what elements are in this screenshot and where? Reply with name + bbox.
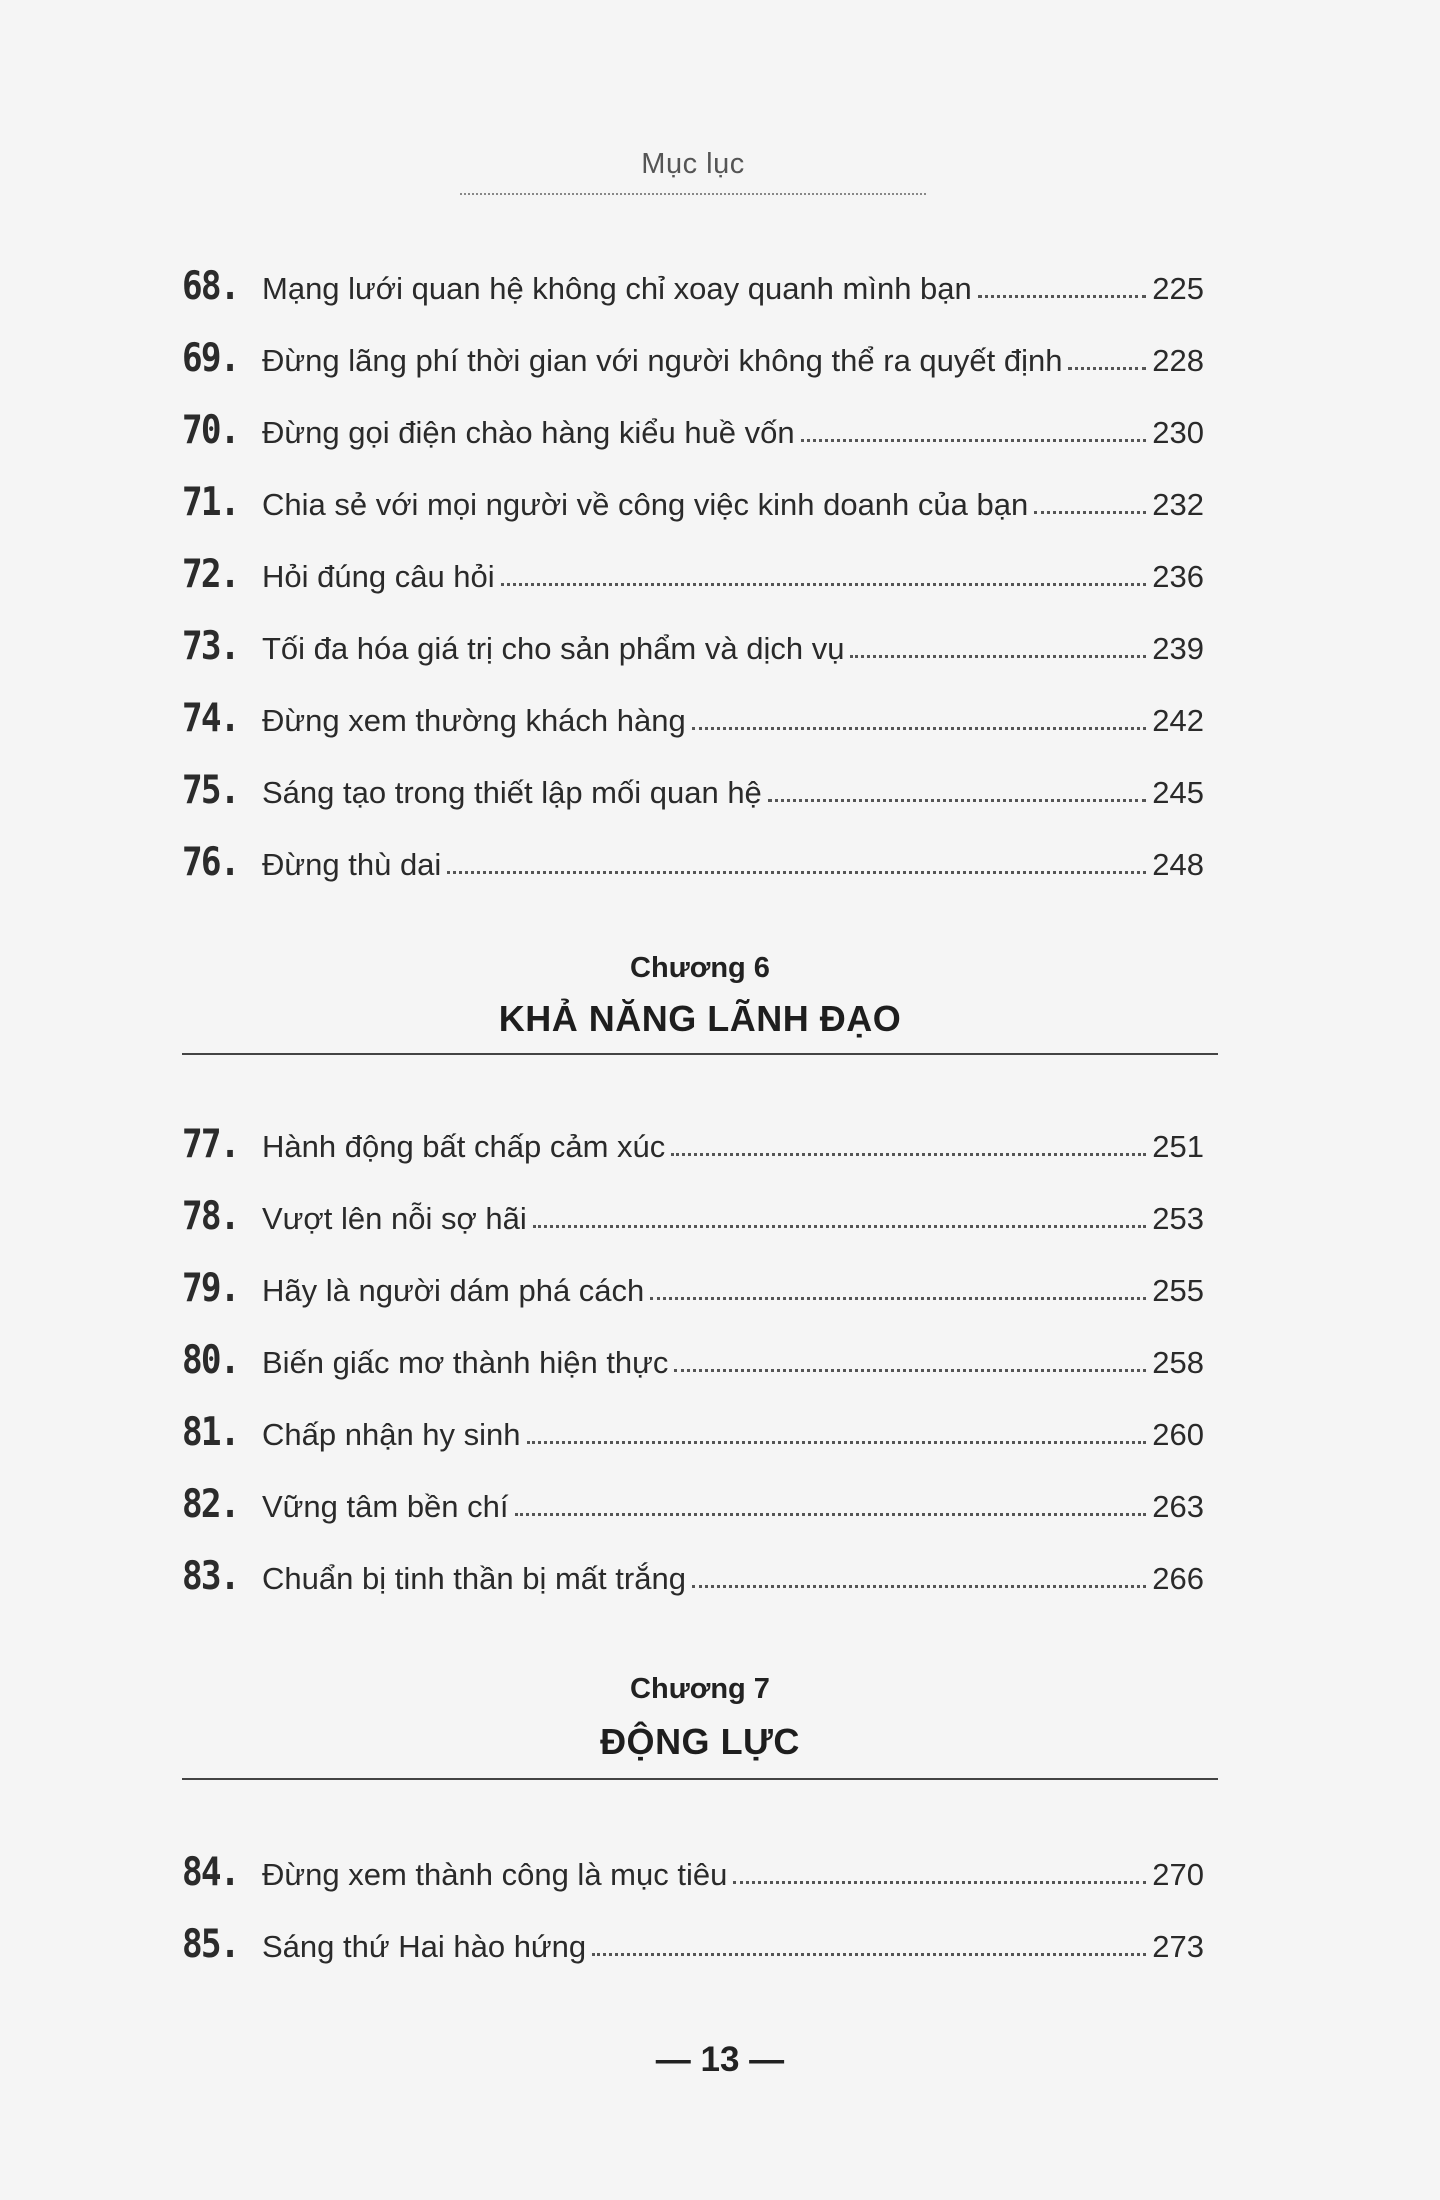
entry-number: 81. <box>182 1410 239 1455</box>
toc-entry[interactable] <box>182 394 1204 453</box>
running-header-rule <box>460 193 926 195</box>
entry-title: Đừng gọi điện chào hàng kiểu huề vốn <box>262 415 795 450</box>
toc-entry[interactable] <box>182 1252 1204 1311</box>
toc-entry[interactable] <box>182 250 1204 309</box>
toc-entry[interactable] <box>182 826 1204 885</box>
toc-entry[interactable] <box>182 610 1204 669</box>
page-number: — 13 — <box>655 2040 785 2079</box>
entry-page: 236 <box>1152 559 1204 594</box>
dot-leader <box>978 295 1146 298</box>
dot-leader <box>527 1441 1147 1444</box>
entry-page: 239 <box>1152 631 1204 666</box>
chapter-rule <box>182 1778 1218 1780</box>
toc-entry[interactable] <box>182 1468 1204 1527</box>
entry-number: 82. <box>182 1482 239 1527</box>
entry-title: Chia sẻ với mọi người về công việc kinh doanh của bạn <box>262 487 1029 522</box>
entry-number: 74. <box>182 696 239 741</box>
entry-title: Sáng thứ Hai hào hứng <box>262 1929 587 1964</box>
entry-title: Biến giấc mơ thành hiện thực <box>262 1345 669 1380</box>
entry-title: Đừng thù dai <box>262 847 442 882</box>
dot-leader <box>674 1369 1146 1372</box>
entry-page: 248 <box>1152 847 1204 882</box>
entry-page: 270 <box>1152 1857 1204 1892</box>
entry-page: 253 <box>1152 1201 1204 1236</box>
dot-leader <box>801 439 1147 442</box>
toc-entry[interactable] <box>182 1396 1204 1455</box>
dot-leader <box>671 1153 1146 1156</box>
entry-number: 76. <box>182 840 239 885</box>
entry-number: 83. <box>182 1554 239 1599</box>
entry-title: Đừng lãng phí thời gian với người không thể ra quyết định <box>262 343 1063 378</box>
entry-title: Hãy là người dám phá cách <box>262 1273 645 1308</box>
entry-title: Mạng lưới quan hệ không chỉ xoay quanh mình bạn <box>262 271 972 306</box>
entry-number: 73. <box>182 624 239 669</box>
toc-entry[interactable] <box>182 1540 1204 1599</box>
entry-number: 80. <box>182 1338 239 1383</box>
entry-number: 78. <box>182 1194 239 1239</box>
entry-number: 75. <box>182 768 239 813</box>
toc-entry[interactable] <box>182 1836 1204 1895</box>
entry-page: 266 <box>1152 1561 1204 1596</box>
toc-entry[interactable] <box>182 1324 1204 1383</box>
entry-title: Đừng xem thường khách hàng <box>262 703 686 738</box>
entry-number: 68. <box>182 264 239 309</box>
entry-number: 77. <box>182 1122 239 1167</box>
running-header: Mục lục <box>641 148 745 180</box>
entry-page: 260 <box>1152 1417 1204 1452</box>
entry-page: 245 <box>1152 775 1204 810</box>
entry-page: 225 <box>1152 271 1204 306</box>
toc-entry[interactable] <box>182 754 1204 813</box>
entry-number: 71. <box>182 480 239 525</box>
entry-title: Hành động bất chấp cảm xúc <box>262 1129 666 1164</box>
toc-entry[interactable] <box>182 1180 1204 1239</box>
toc-entry[interactable] <box>182 1908 1204 1967</box>
entry-title: Hỏi đúng câu hỏi <box>262 559 495 594</box>
dot-leader <box>650 1297 1146 1300</box>
entry-title: Chấp nhận hy sinh <box>262 1417 521 1452</box>
entry-page: 258 <box>1152 1345 1204 1380</box>
dot-leader <box>592 1953 1146 1956</box>
chapter-title: KHẢ NĂNG LÃNH ĐẠO <box>498 998 902 1039</box>
toc-entry[interactable] <box>182 682 1204 741</box>
dot-leader <box>733 1881 1146 1884</box>
entry-number: 72. <box>182 552 239 597</box>
entry-page: 232 <box>1152 487 1204 522</box>
entry-title: Vững tâm bền chí <box>262 1489 509 1524</box>
dot-leader <box>768 799 1146 802</box>
entry-page: 251 <box>1152 1129 1204 1164</box>
toc-entry[interactable] <box>182 466 1204 525</box>
dot-leader <box>515 1513 1147 1516</box>
chapter-label: Chương 7 <box>630 1673 770 1705</box>
entry-page: 230 <box>1152 415 1204 450</box>
entry-number: 70. <box>182 408 239 453</box>
entry-title: Tối đa hóa giá trị cho sản phẩm và dịch vụ <box>262 631 845 666</box>
dot-leader <box>447 871 1146 874</box>
dot-leader <box>1034 511 1146 514</box>
dot-leader <box>533 1225 1147 1228</box>
entry-page: 263 <box>1152 1489 1204 1524</box>
entry-page: 273 <box>1152 1929 1204 1964</box>
toc-entry[interactable] <box>182 1108 1204 1167</box>
toc-entry[interactable] <box>182 538 1204 597</box>
entry-page: 255 <box>1152 1273 1204 1308</box>
entry-page: 242 <box>1152 703 1204 738</box>
entry-title: Vượt lên nỗi sợ hãi <box>262 1201 527 1236</box>
entry-title: Đừng xem thành công là mục tiêu <box>262 1857 728 1892</box>
entry-title: Chuẩn bị tinh thần bị mất trắng <box>262 1561 686 1596</box>
dot-leader <box>850 655 1146 658</box>
chapter-title: ĐỘNG LỰC <box>600 1721 800 1762</box>
toc-entry[interactable] <box>182 322 1204 381</box>
dot-leader <box>1068 367 1146 370</box>
entry-number: 84. <box>182 1850 239 1895</box>
dot-leader <box>501 583 1147 586</box>
entry-number: 85. <box>182 1922 239 1967</box>
chapter-rule <box>182 1053 1218 1055</box>
dot-leader <box>692 727 1147 730</box>
entry-page: 228 <box>1152 343 1204 378</box>
chapter-label: Chương 6 <box>630 952 770 984</box>
entry-number: 79. <box>182 1266 239 1311</box>
dot-leader <box>692 1585 1146 1588</box>
entry-number: 69. <box>182 336 239 381</box>
entry-title: Sáng tạo trong thiết lập mối quan hệ <box>262 775 762 810</box>
